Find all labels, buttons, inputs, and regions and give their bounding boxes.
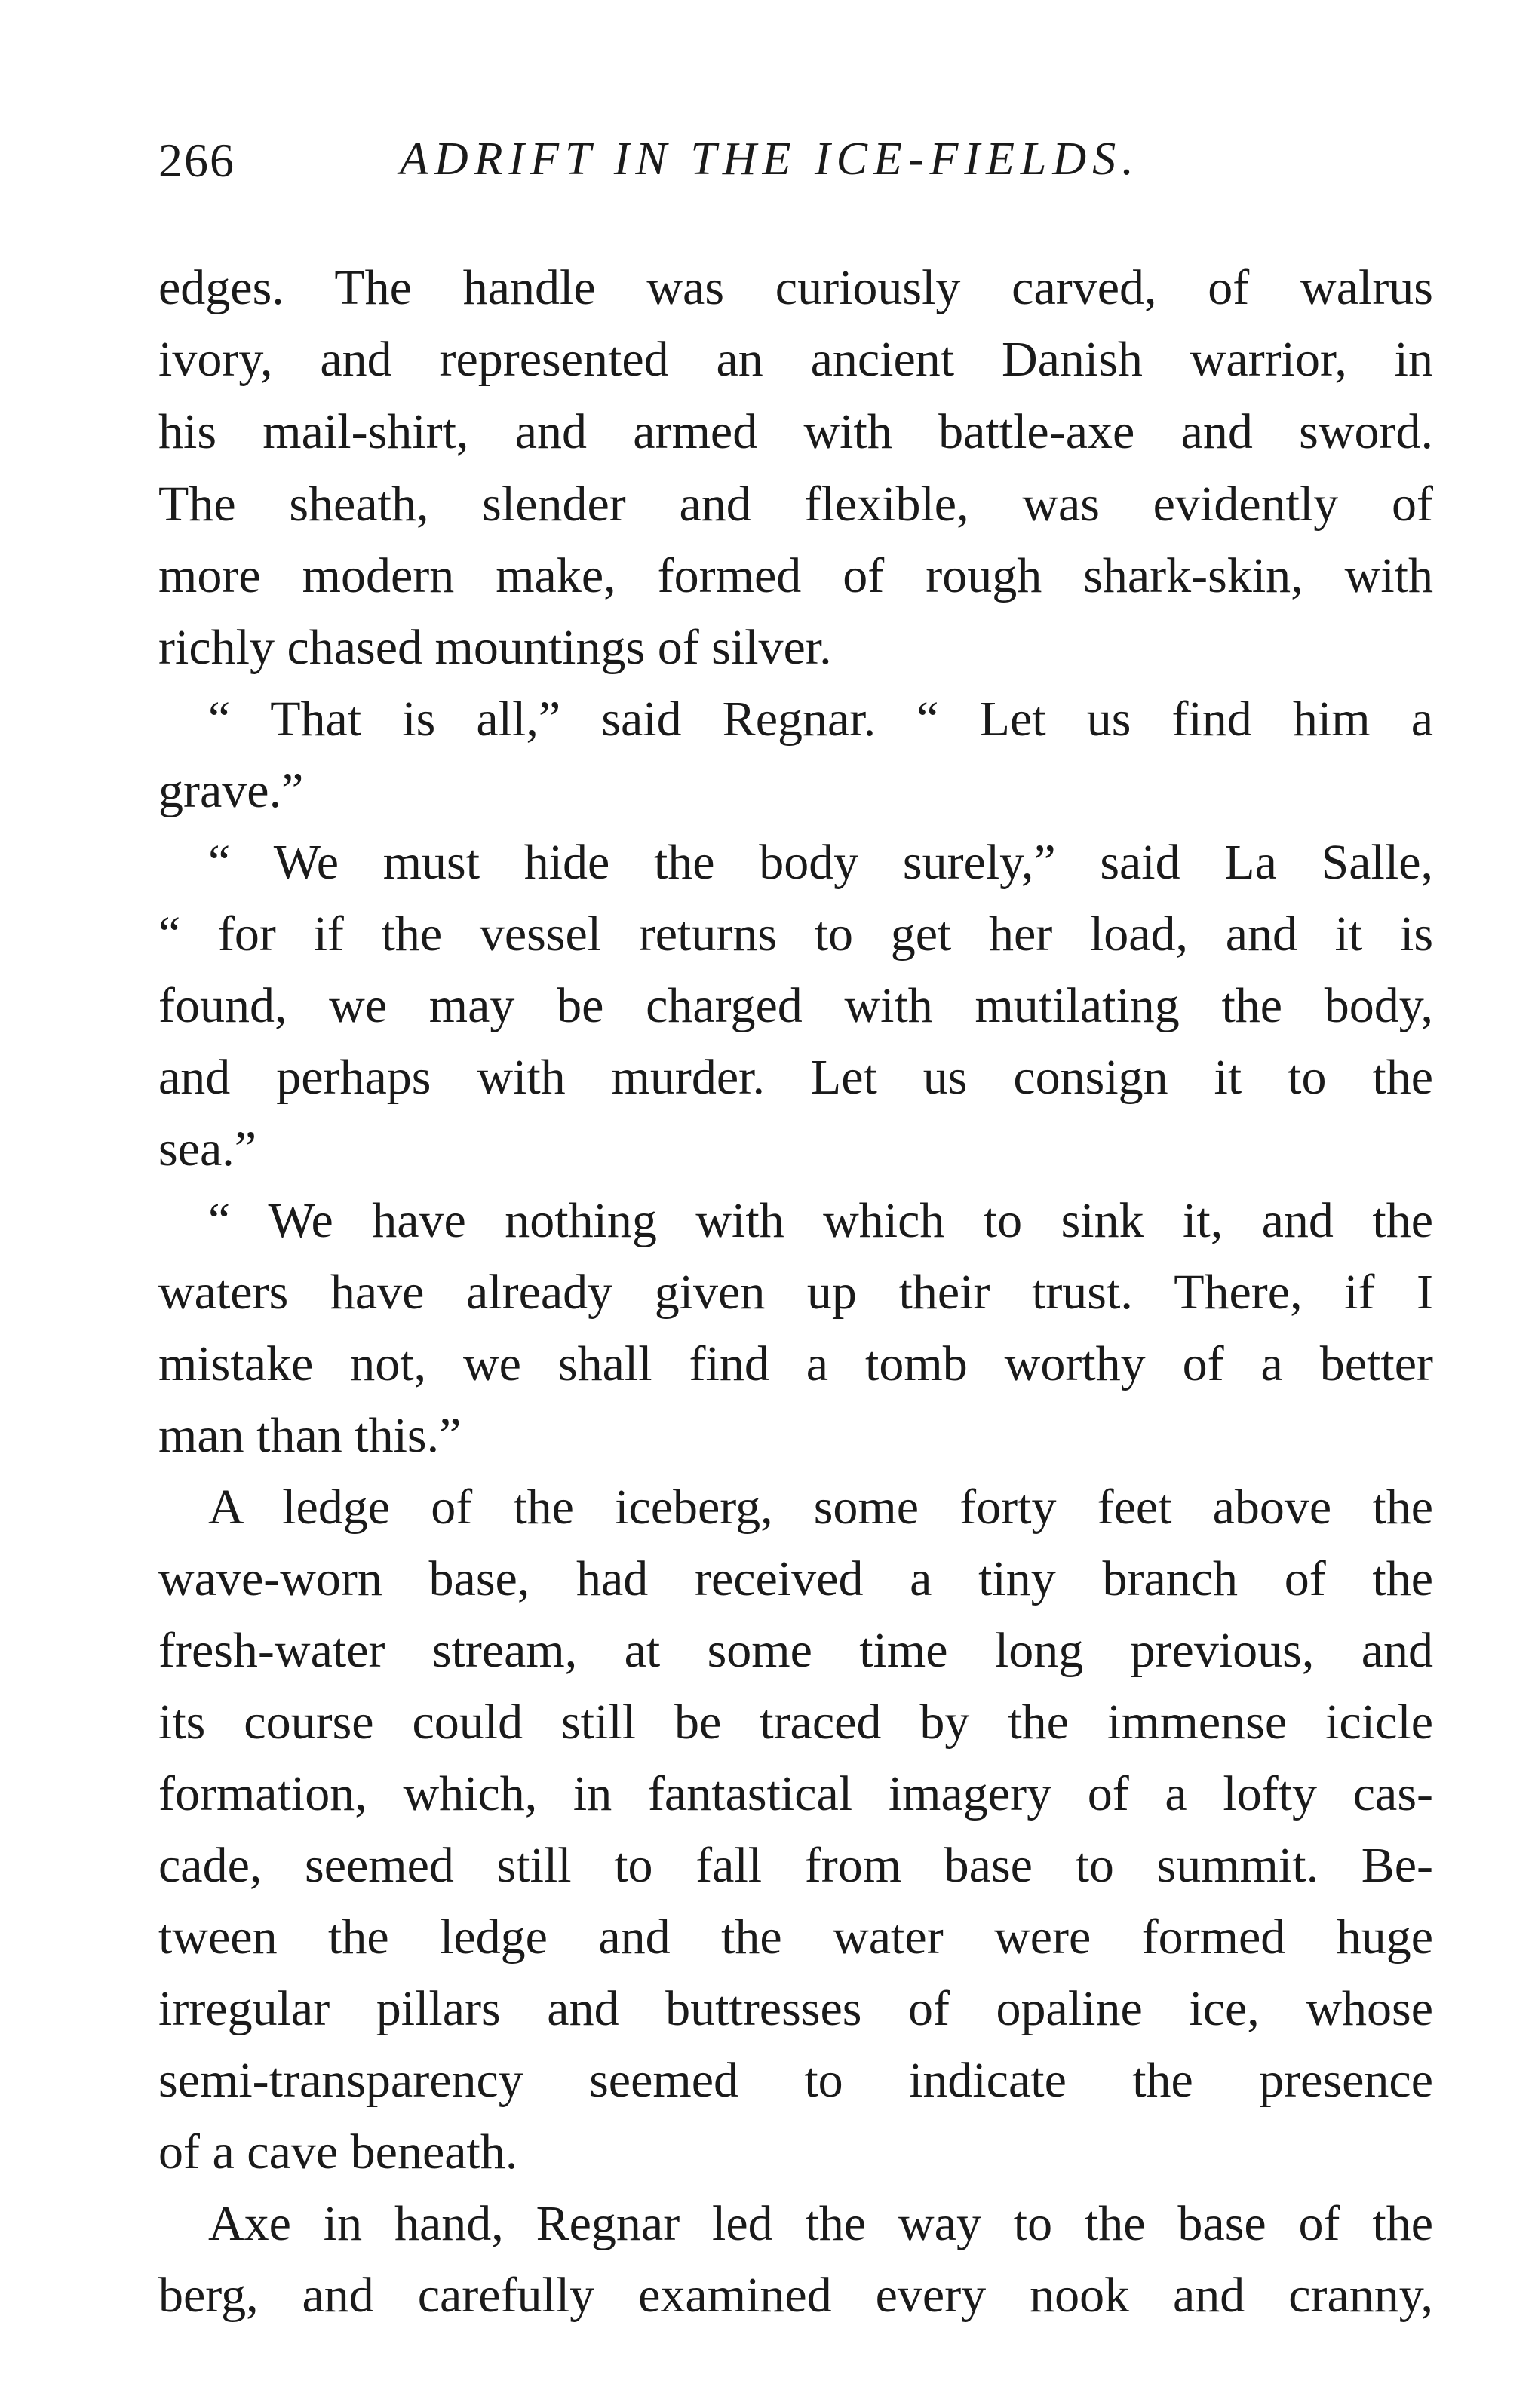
text-line: irregular pillars and buttresses of opaline ice, whose bbox=[158, 1981, 1433, 2036]
text-line: The sheath, slender and flexible, was evidently of bbox=[158, 477, 1433, 532]
text-line: “ That is all,” said Regnar. “ Let us find him a bbox=[208, 692, 1433, 747]
text-line: grave.” bbox=[158, 763, 304, 818]
text-line: semi-transparency seemed to indicate the presence bbox=[158, 2053, 1433, 2108]
page-header bbox=[158, 133, 1441, 208]
running-title: ADRIFT IN THE ICE-FIELDS. bbox=[400, 133, 1140, 185]
text-line: more modern make, formed of rough shark-skin, with bbox=[158, 548, 1433, 603]
text-line: “ We must hide the body surely,” said La Salle, bbox=[208, 835, 1433, 890]
text-line: tween the ledge and the water were formed huge bbox=[158, 1910, 1433, 1965]
text-line: Axe in hand, Regnar led the way to the base of the bbox=[208, 2196, 1433, 2251]
text-line: richly chased mountings of silver. bbox=[158, 620, 832, 675]
text-line: and perhaps with murder. Let us consign it to the bbox=[158, 1050, 1433, 1105]
text-line: mistake not, we shall find a tomb worthy of a better bbox=[158, 1336, 1433, 1391]
text-line: “ We have nothing with which to sink it, and the bbox=[208, 1193, 1433, 1248]
text-line: waters have already given up their trust. There, if I bbox=[158, 1265, 1433, 1320]
text-line: ivory, and represented an ancient Danish warrior, in bbox=[158, 332, 1433, 387]
text-line: edges. The handle was curiously carved, of walrus bbox=[158, 260, 1433, 315]
text-line: man than this.” bbox=[158, 1408, 462, 1463]
text-line: A ledge of the iceberg, some forty feet above the bbox=[208, 1480, 1433, 1535]
text-line: wave-worn base, had received a tiny branch of the bbox=[158, 1551, 1433, 1606]
text-line: of a cave beneath. bbox=[158, 2124, 518, 2179]
page-number: 266 bbox=[158, 133, 235, 187]
text-line: “ for if the vessel returns to get her load, and it is bbox=[158, 906, 1433, 962]
text-line: found, we may be charged with mutilating the body, bbox=[158, 978, 1433, 1033]
text-line: fresh-water stream, at some time long previous, and bbox=[158, 1623, 1433, 1678]
text-line: formation, which, in fantastical imagery of a lofty cas- bbox=[158, 1766, 1433, 1821]
text-line: berg, and carefully examined every nook and cranny, bbox=[158, 2268, 1433, 2323]
text-line: his mail-shirt, and armed with battle-axe and sword. bbox=[158, 404, 1433, 459]
text-line: cade, seemed still to fall from base to summit. Be- bbox=[158, 1838, 1433, 1893]
text-line: sea.” bbox=[158, 1121, 257, 1176]
text-line: its course could still be traced by the immense icicle bbox=[158, 1695, 1433, 1750]
